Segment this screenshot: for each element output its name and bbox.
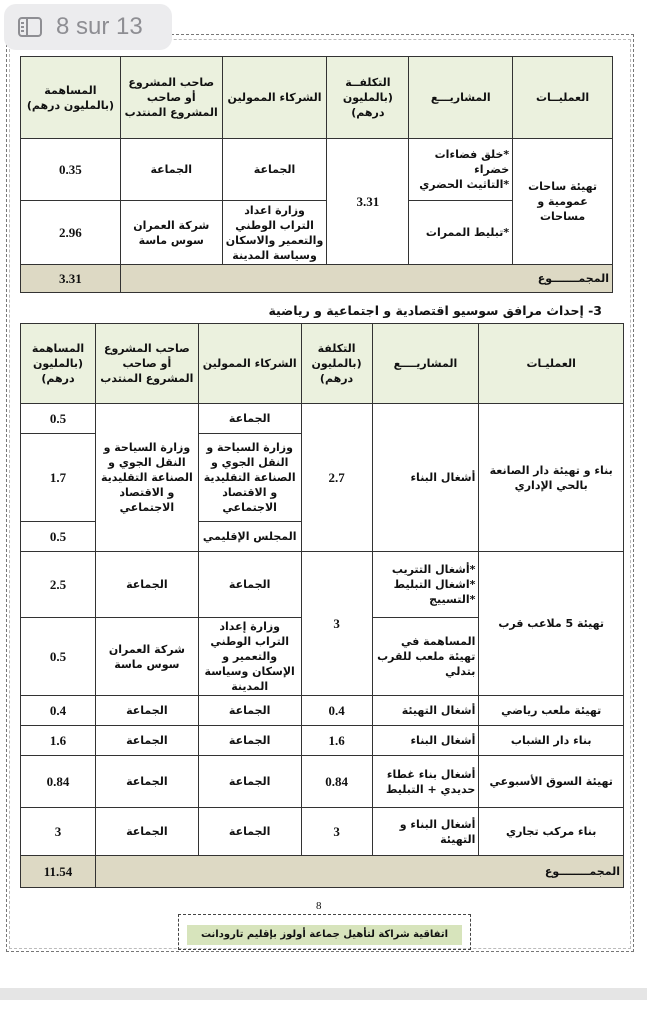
section-heading: 3- إحداث مرافق سوسيو اقتصادية و اجتماعية و رياضية: [268, 303, 602, 318]
cell-project: المساهمة في تهيئة ملعب للقرب بتدلي: [372, 618, 479, 696]
header-contribution: المساهمة (بالمليون درهم): [21, 324, 96, 404]
cell-owner: الجماعة: [95, 756, 198, 808]
cell-project: أشغال البناء: [372, 726, 479, 756]
cell-contribution: 3: [21, 808, 96, 856]
cell-operation: بناء مركب تجاري: [479, 808, 624, 856]
header-operations: العمليــات: [513, 57, 613, 139]
cell-contribution: 1.7: [21, 434, 96, 522]
cell-partners: وزارة إعداد التراب الوطني والتعمير و الإسكان وسياسة المدينة: [198, 618, 301, 696]
cell-operation: تهيئة ملعب رياضي: [479, 696, 624, 726]
viewer-bottom-bar: [0, 988, 647, 1000]
cell-contribution: 0.5: [21, 618, 96, 696]
table-row: [21, 756, 624, 808]
cell-cost: 0.4: [301, 696, 372, 726]
cell-operation: تهيئة ساحات عمومية و مساحات: [513, 139, 613, 265]
cell-partners: الجماعة: [198, 726, 301, 756]
cell-project: أشغال البناء و التهيئة: [372, 808, 479, 856]
table-public-spaces: [20, 56, 613, 293]
header-owner: صاحب المشروع أو صاحب المشروع المنتدب: [95, 324, 198, 404]
cell-project: *أشغال التتريب *اشغال التبليط *التسييج: [372, 552, 479, 618]
cell-cost: 3: [301, 808, 372, 856]
cell-owner: شركة العمران سوس ماسة: [120, 201, 222, 265]
cell-owner: الجماعة: [95, 552, 198, 618]
cell-operation: تهيئة السوق الأسبوعي: [479, 756, 624, 808]
cell-cost: 0.84: [301, 756, 372, 808]
cell-cost: 3.31: [327, 139, 409, 265]
cell-contribution: 0.35: [21, 139, 121, 201]
table-header-row: [21, 324, 624, 404]
table-row: [21, 139, 613, 201]
cell-partners: الجماعة: [222, 139, 327, 201]
total-label: المجمـــــــوع: [120, 265, 612, 293]
cell-partners: وزارة السياحة و النقل الجوي و الصناعة التقليدية و الاقتصاد الاجتماعي: [198, 434, 301, 522]
footer-box: [178, 914, 471, 950]
cell-partners: الجماعة: [198, 696, 301, 726]
header-cost: التكلفة (بالمليون درهم): [301, 324, 372, 404]
total-row: [21, 856, 624, 888]
table-row: [21, 552, 624, 618]
sidebar-icon[interactable]: [18, 17, 42, 37]
cell-partners: الجماعة: [198, 808, 301, 856]
total-value: 3.31: [21, 265, 121, 293]
cell-owner: الجماعة: [120, 139, 222, 201]
header-projects: المشاريـــع: [409, 57, 513, 139]
cell-partners: وزارة اعداد التراب الوطني والتعمير والاسكان وسياسة المدينة: [222, 201, 327, 265]
cell-project: *خلق فضاءات خضراء *التاثيث الحضري: [409, 139, 513, 201]
cell-owner: شركة العمران سوس ماسة: [95, 618, 198, 696]
table-row: [21, 808, 624, 856]
cell-operation: بناء و تهيئة دار الصانعة بالحي الإداري: [479, 404, 624, 552]
page-number: 8: [316, 900, 322, 912]
cell-contribution: 2.5: [21, 552, 96, 618]
footer-text: اتفاقية شراكة لتأهيل جماعة أولوز بإقليم تارودانت: [187, 925, 462, 945]
total-value: 11.54: [21, 856, 96, 888]
cell-owner: وزارة السياحة و النقل الجوي و الصناعة التقليدية و الاقتصاد الاجتماعي: [95, 404, 198, 552]
cell-operation: تهيئة 5 ملاعب قرب: [479, 552, 624, 696]
cell-cost: 3: [301, 552, 372, 696]
header-owner: صاحب المشروع أو صاحب المشروع المنتدب: [120, 57, 222, 139]
cell-owner: الجماعة: [95, 696, 198, 726]
cell-contribution: 0.4: [21, 696, 96, 726]
cell-contribution: 1.6: [21, 726, 96, 756]
cell-contribution: 2.96: [21, 201, 121, 265]
cell-contribution: 0.84: [21, 756, 96, 808]
header-partners: الشركاء الممولين: [198, 324, 301, 404]
cell-partners: الجماعة: [198, 404, 301, 434]
cell-contribution: 0.5: [21, 404, 96, 434]
table-facilities: [20, 323, 624, 888]
cell-owner: الجماعة: [95, 726, 198, 756]
cell-partners: الجماعة: [198, 756, 301, 808]
header-contribution: المساهمة (بالمليون درهم): [21, 57, 121, 139]
cell-owner: الجماعة: [95, 808, 198, 856]
page-indicator[interactable]: [4, 4, 172, 50]
header-projects: المشاريــــع: [372, 324, 479, 404]
header-cost: التكلفــة (بالمليون درهم): [327, 57, 409, 139]
table-header-row: [21, 57, 613, 139]
cell-partners: الجماعة: [198, 552, 301, 618]
header-operations: العمليـات: [479, 324, 624, 404]
cell-operation: بناء دار الشباب: [479, 726, 624, 756]
cell-project: أشغال البناء: [372, 404, 479, 552]
cell-project: أشغال بناء غطاء حديدي + التبليط: [372, 756, 479, 808]
total-row: [21, 265, 613, 293]
total-label: المجمــــــــوع: [95, 856, 623, 888]
table-row: [21, 696, 624, 726]
cell-contribution: 0.5: [21, 522, 96, 552]
cell-cost: 1.6: [301, 726, 372, 756]
table-row: [21, 726, 624, 756]
page-indicator-text: 8 sur 13: [56, 13, 143, 40]
cell-project: أشغال التهيئة: [372, 696, 479, 726]
header-partners: الشركاء الممولين: [222, 57, 327, 139]
cell-cost: 2.7: [301, 404, 372, 552]
cell-project: *تبليط الممرات: [409, 201, 513, 265]
table-row: [21, 404, 624, 434]
cell-partners: المجلس الإقليمي: [198, 522, 301, 552]
